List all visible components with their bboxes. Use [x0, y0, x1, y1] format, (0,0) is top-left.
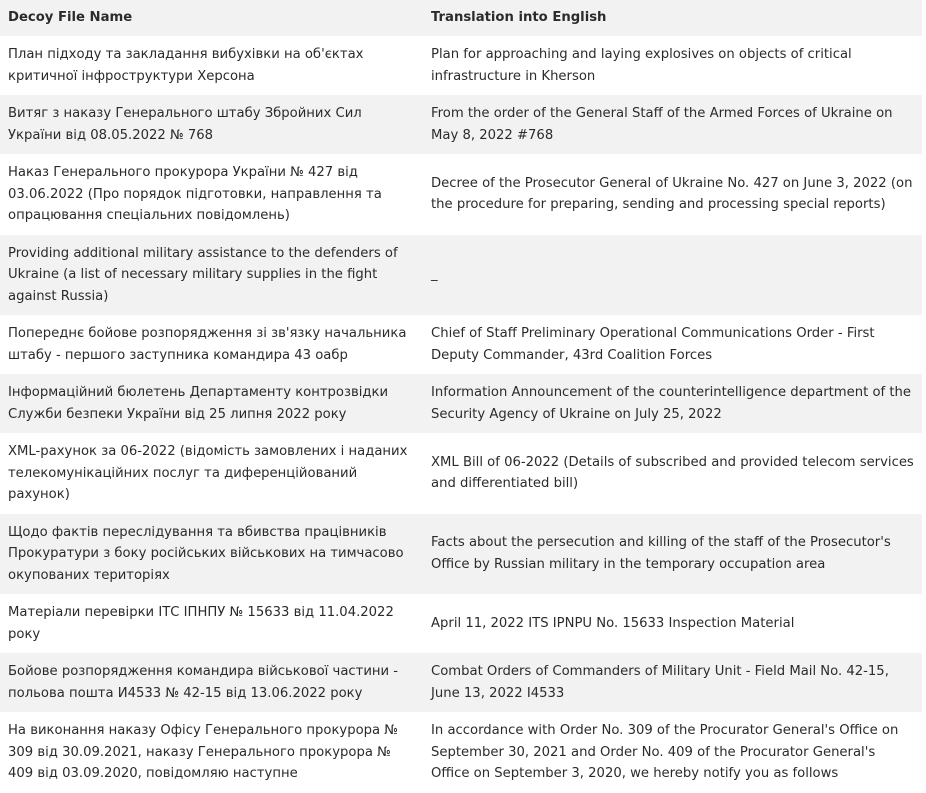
translation-cell: Combat Orders of Commanders of Military Unit - Field Mail No. 42-15, June 13, 2022 I4533	[431, 664, 889, 701]
table-row	[0, 514, 922, 595]
decoy-file-name-cell: Витяг з наказу Генерального штабу Збройних Сил України від 08.05.2022 № 768	[8, 106, 362, 143]
translation-cell: Chief of Staff Preliminary Operational Communications Order - First Deputy Commander, 43rd Coalition Forces	[431, 326, 875, 363]
table-row	[0, 653, 922, 712]
table-row	[0, 95, 922, 154]
translation-cell: Plan for approaching and laying explosives on objects of critical infrastructure in Kherson	[431, 47, 852, 84]
translation-cell: _	[431, 267, 438, 282]
translation-cell: Decree of the Prosecutor General of Ukraine No. 427 on June 3, 2022 (on the procedure for preparing, sending and processing special reports)	[431, 175, 913, 213]
translation-cell: Facts about the persecution and killing of the staff of the Prosecutor's Office by Russian military in the temporary occupation area	[431, 535, 891, 572]
decoy-file-name-cell: Інформаційний бюлетень Департаменту контрозвідки Служби безпеки України від 25 липня 2022 року	[8, 385, 389, 422]
table-row	[0, 315, 922, 374]
decoy-file-name-cell: Матеріали перевірки ІТС ІПНПУ № 15633 від 11.04.2022 року	[8, 605, 394, 642]
table-header-row	[0, 0, 922, 36]
header-decoy-file-name: Decoy File Name	[8, 10, 133, 26]
table-row	[0, 154, 922, 235]
header-translation: Translation into English	[431, 10, 607, 26]
decoy-file-name-cell: Попереднє бойове розпорядження зі зв'язку начальника штабу - першого заступника командира 43 оабр	[8, 326, 407, 363]
table-row	[0, 594, 922, 653]
decoy-file-name-cell: Наказ Генерального прокурора України № 427 від 03.06.2022 (Про порядок підготовки, направлення та опрацювання спеціальних повідомлень)	[8, 165, 382, 223]
decoy-file-name-cell: Бойове розпорядження командира військової частини - польова пошта И4533 № 42-15 від 13.06.2022 року	[8, 664, 399, 701]
table-row	[0, 433, 922, 514]
decoy-file-name-cell: План підходу та закладання вибухівки на об'єктах критичної інфроструктури Херсона	[8, 47, 364, 84]
translation-cell: From the order of the General Staff of the Armed Forces of Ukraine on May 8, 2022 #768	[431, 106, 893, 143]
decoy-file-name-cell: XML-рахунок за 06-2022 (відомість замовлених і наданих телекомунікаційних послуг та диференційований рахунок)	[8, 444, 408, 502]
translation-cell: April 11, 2022 ITS IPNPU No. 15633 Inspection Material	[431, 615, 795, 631]
table-row	[0, 235, 922, 316]
decoy-file-name-cell: Providing additional military assistance to the defenders of Ukraine (a list of necessary military supplies in the fight against Russia)	[8, 245, 398, 304]
table-row	[0, 712, 922, 793]
table-row	[0, 36, 922, 95]
translation-cell: Information Announcement of the counterintelligence department of the Security Agency of Ukraine on July 25, 2022	[431, 385, 912, 422]
table-row	[0, 374, 922, 433]
translation-cell: XML Bill of 06-2022 (Details of subscribed and provided telecom services and differentiated bill)	[431, 454, 914, 492]
translation-cell: In accordance with Order No. 309 of the Procurator General's Office on September 30, 2021 and Order No. 409 of the Procurator General's Office on September 3, 2020, we hereby notify you as follows	[431, 723, 899, 781]
decoy-file-name-cell: На виконання наказу Офісу Генерального прокурора № 309 від 30.09.2021, наказу Генерального прокурора № 409 від 03.09.2020, повідомляю наступне	[8, 723, 399, 781]
decoy-file-name-cell: Щодо фактів переслідування та вбивства працівників Прокуратури з боку російських військових на тимчасово окупованих територіях	[8, 524, 404, 583]
